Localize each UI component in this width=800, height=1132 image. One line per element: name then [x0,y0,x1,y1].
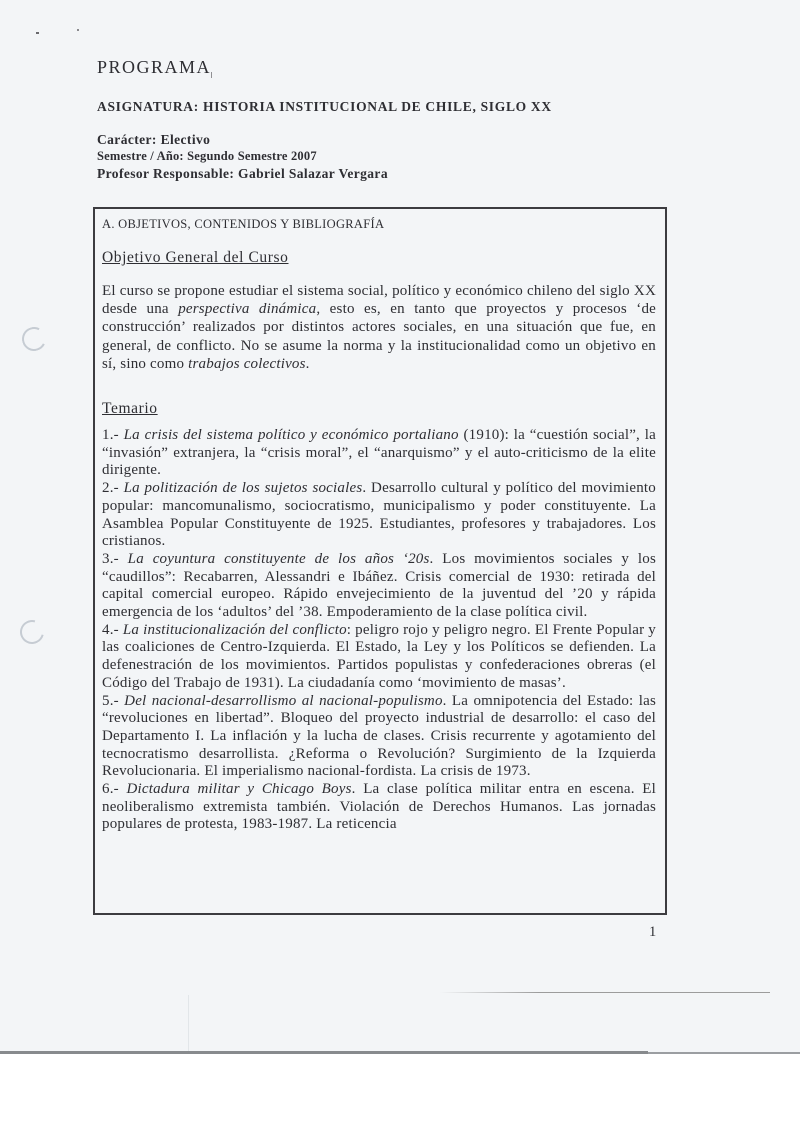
temario-item: 1.- La crisis del sistema político y económico portaliano (1910): la “cuestión social”, la “invasión” extranjera, la “crisis moral”, el “anarquismo” y el auto-criticismo de la elite dirigente. [102,427,657,479]
document-title: PROGRAMA [97,57,212,77]
scan-speck [36,32,39,34]
temario-item: 3.- La coyuntura constituyente de los años ‘20s. Los movimientos sociales y los “caudillos”: Recabarren, Alessandri e Ibáñez. Crisis comercial de 1930: retirada del capital comercial europeo. Rápido envejecimiento de la juventud del ’20 y rápida emergencia de los ‘adultos’ del ’38. Empoderamiento de la clase política civil. [102,550,657,621]
hole-punch-mark [19,324,49,354]
page-number: 1 [649,924,657,940]
section-heading: A. OBJETIVOS, CONTENIDOS Y BIBLIOGRAFÍA [102,217,385,231]
scan-artifact-line [440,992,770,993]
scan-speck [77,29,79,31]
temario-heading: Temario [102,400,158,418]
temario-item: 6.- Dictadura militar y Chicago Boys. La clase política militar entra en escena. El neoliberalismo extremista también. Violación de Derechos Humanos. Las jornadas populares de protesta, 1983-1987. La reticencia [102,781,656,833]
objective-paragraph: El curso se propone estudiar el sistema social, político y económico chileno del siglo XX desde una perspectiva dinámica, esto es, en tanto que proyectos y procesos ‘de construcción’ realizados por distintos actores sociales, en una situación que fue, en general, de conflicto. No se asume la norma y la institucionalidad como un objetivo en sí, sino como trabajos colectivos. [102,283,657,372]
objective-heading: Objetivo General del Curso [102,249,289,266]
professor-line: Profesor Responsable: Gabriel Salazar Vergara [97,166,388,181]
character-line: Carácter: Electivo [97,132,211,147]
semester-line: Semestre / Año: Segundo Semestre 2007 [97,149,317,163]
temario-item: 4.- La institucionalización del conflicto: peligro rojo y peligro negro. El Frente Popular y las coaliciones de Centro-Izquierda. El Estado, la Ley y los Políticos se defienden. La defenestración de los movimientos. Partidos populistas y confederaciones obreras (el Código del Trabajo de 1931). La ciudadanía como ‘movimiento de masas’. [102,621,656,691]
hole-punch-mark [16,616,49,649]
temario-item: 2.- La politización de los sujetos sociales. Desarrollo cultural y político del movimiento popular: mancomunalismo, sociocratismo, municipalismo y poder constituyente. La Asamblea Popular Constituyente de 1925. Estudiantes, profesores y trabajadores. Los cristianos. [102,480,656,550]
scan-crease [188,995,189,1053]
objectives-content-box [93,207,667,915]
temario-list [102,427,656,834]
temario-item: 5.- Del nacional-desarrollismo al nacional-populismo. La omnipotencia del Estado: las “revoluciones en libertad”. Bloqueo del proyecto industrial de desarrollo: el caso del Departamento I. La inflación y la lucha de clases. Crisis recurrente y agotamiento del tecnocratismo desarrollista. ¿Reforma o Revolución? Surgimiento de la Izquierda Revolucionaria. El imperialismo nacional-fordista. La crisis de 1973. [102,692,656,780]
scan-speck [211,72,212,78]
scan-bottom-edge [0,1051,648,1054]
subject-line: ASIGNATURA: HISTORIA INSTITUCIONAL DE CHILE, SIGLO XX [97,99,552,114]
